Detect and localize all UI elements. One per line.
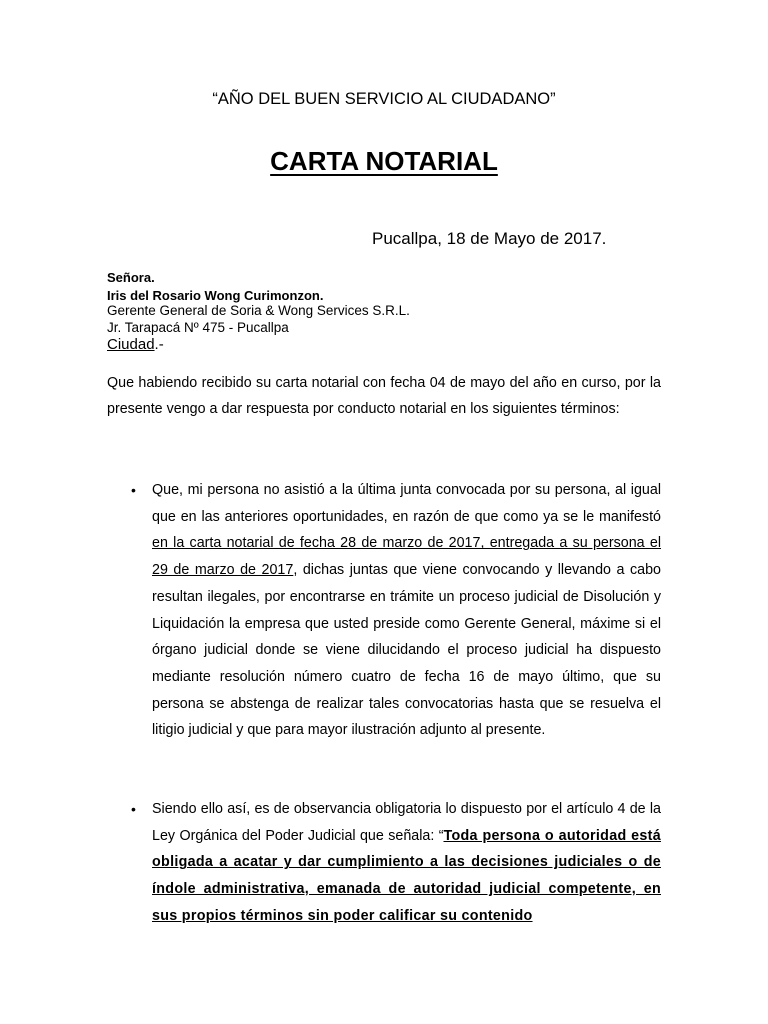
bullet-1-text-b: , dichas juntas que viene convocando y llevando a cabo resultan ilegales, por encontrarse en trámite un proceso judicial de Disolución y Liquidación la empresa que usted preside como Gerente General, máxime si el órgano judicial donde se viene dilucidando el proceso judicial ha dispuesto mediante resolución número cuatro de fecha 16 de mayo último, que su persona se abstenga de realizar tales convocatorias hasta que se resuelva el litigio judicial y que para mayor ilustración adjunto al presente. bbox=[152, 562, 662, 739]
bullet-paragraph-1 bbox=[152, 477, 661, 744]
recipient-salutation: Señora. bbox=[107, 270, 155, 285]
bullet-marker: • bbox=[131, 801, 136, 817]
recipient-position: Gerente General de Soria & Wong Services S.R.L. bbox=[107, 303, 410, 318]
recipient-city bbox=[107, 336, 164, 353]
recipient-name: Iris del Rosario Wong Curimonzon. bbox=[107, 288, 324, 303]
bullet-1-underlined-reference: en la carta notarial de fecha 28 de marzo de 2017, entregada a su persona el 29 de marzo de 2017 bbox=[152, 535, 661, 579]
bullet-paragraph-2 bbox=[152, 796, 661, 930]
document-title bbox=[0, 146, 768, 177]
bullet-1-text-a: Que, mi persona no asistió a la última junta convocada por su persona, al igual que en las anteriores oportunidades, en razón de que como ya se le manifestó bbox=[152, 482, 661, 525]
intro-paragraph: Que habiendo recibido su carta notarial con fecha 04 de mayo del año en curso, por la presente vengo a dar respuesta por conducto notarial en los siguientes términos: bbox=[107, 375, 661, 417]
recipient-address: Jr. Tarapacá Nº 475 - Pucallpa bbox=[107, 320, 289, 335]
place-date: Pucallpa, 18 de Mayo de 2017. bbox=[372, 229, 607, 248]
document-title-text: CARTA NOTARIAL bbox=[270, 146, 498, 176]
bullet-2-text-a: Siendo ello así, es de observancia obligatoria lo dispuesto por el artículo 4 de la Ley Orgánica del Poder Judicial que señala: “ bbox=[152, 801, 661, 844]
recipient-city-word: Ciudad bbox=[107, 336, 155, 353]
recipient-city-suffix: .- bbox=[154, 336, 164, 353]
year-motto: “AÑO DEL BUEN SERVICIO AL CIUDADANO” bbox=[212, 90, 556, 108]
bullet-marker: • bbox=[131, 482, 136, 498]
bullet-2-legal-quote: Toda persona o autoridad está obligada a acatar y dar cumplimiento a las decisiones judiciales o de índole administrativa, emanada de autoridad judicial competente, en sus propios términos sin poder calificar su contenido bbox=[152, 827, 661, 924]
